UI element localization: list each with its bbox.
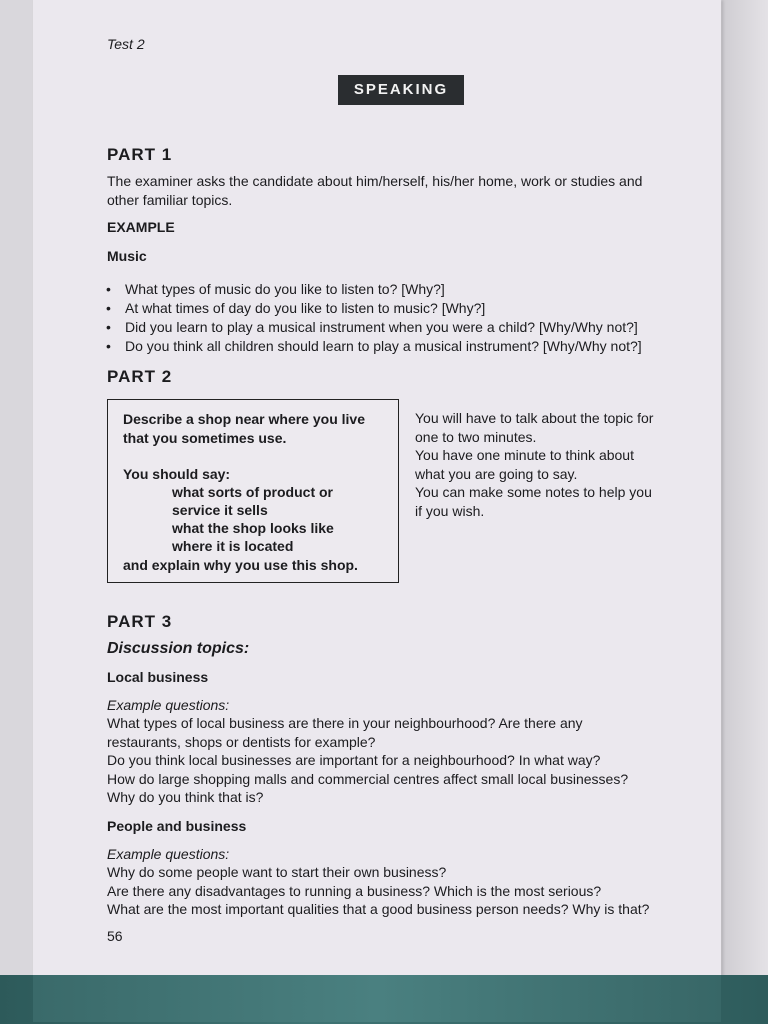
cue-card-point: where it is located bbox=[172, 538, 294, 554]
instruction-line: if you wish. bbox=[415, 502, 485, 519]
example-questions-label: Example questions: bbox=[107, 697, 230, 713]
part1-topic: Music bbox=[107, 248, 147, 264]
part3-heading: PART 3 bbox=[107, 612, 173, 631]
question-line: restaurants, shops or dentists for example? bbox=[107, 733, 376, 750]
page-number: 56 bbox=[107, 928, 123, 944]
part1-question-list bbox=[106, 280, 642, 356]
list-item: • What types of music do you like to listen to? [Why?] bbox=[106, 280, 642, 299]
instruction-line: You will have to talk about the topic for bbox=[415, 410, 654, 426]
cue-card-point: what sorts of product or bbox=[172, 484, 333, 500]
list-item: • Do you think all children should learn to play a musical instrument? [Why/Why not?] bbox=[106, 337, 642, 356]
cue-card-point: service it sells bbox=[172, 502, 268, 518]
discussion-topics-label: Discussion topics: bbox=[107, 640, 250, 657]
part2-instructions bbox=[415, 409, 653, 520]
instruction-line: what you are going to say. bbox=[415, 465, 578, 482]
local-business-questions bbox=[107, 714, 628, 807]
list-item: • At what times of day do you like to listen to music? [Why?] bbox=[106, 299, 642, 318]
part1-example-label: EXAMPLE bbox=[107, 219, 175, 235]
page-edge bbox=[722, 0, 768, 1024]
list-item: • Did you learn to play a musical instrument when you were a child? [Why/Why not?] bbox=[106, 318, 642, 337]
instruction-line: one to two minutes. bbox=[415, 428, 537, 445]
question-line: Do you think local businesses are important for a neighbourhood? In what way? bbox=[107, 752, 601, 768]
part2-heading: PART 2 bbox=[107, 367, 173, 386]
question-line: Are there any disadvantages to running a business? Which is the most serious? bbox=[107, 882, 602, 899]
topic-title-local-business: Local business bbox=[107, 669, 209, 685]
cue-card bbox=[107, 399, 399, 583]
people-business-questions bbox=[107, 863, 649, 919]
topic-title-people-and-business: People and business bbox=[107, 818, 247, 834]
instruction-line: You can make some notes to help you bbox=[415, 484, 652, 500]
question-line: What are the most important qualities that a good business person needs? Why is that? bbox=[107, 901, 650, 917]
cue-card-closing: and explain why you use this shop. bbox=[123, 557, 358, 573]
question-line: How do large shopping malls and commercial centres affect small local businesses? bbox=[107, 770, 629, 787]
example-questions-label: Example questions: bbox=[107, 846, 230, 862]
part1-heading: PART 1 bbox=[107, 145, 173, 164]
cue-card-should-say: You should say: bbox=[123, 466, 231, 482]
part1-intro-line1: The examiner asks the candidate about him/herself, his/her home, work or studies and bbox=[107, 173, 643, 189]
question-line: Why do some people want to start their own business? bbox=[107, 864, 447, 880]
test-label: Test 2 bbox=[107, 36, 145, 52]
cue-card-point: what the shop looks like bbox=[172, 520, 334, 536]
question-line: Why do you think that is? bbox=[107, 789, 264, 805]
cue-card-line1: Describe a shop near where you live bbox=[123, 411, 365, 427]
bottom-band-page bbox=[33, 975, 721, 1022]
cue-card-line2: that you sometimes use. bbox=[123, 430, 287, 446]
instruction-line: You have one minute to think about bbox=[415, 447, 634, 463]
part1-intro-line2: other familiar topics. bbox=[107, 192, 233, 208]
question-line: What types of local business are there in your neighbourhood? Are there any bbox=[107, 715, 583, 731]
section-title-banner: SPEAKING bbox=[338, 75, 464, 105]
